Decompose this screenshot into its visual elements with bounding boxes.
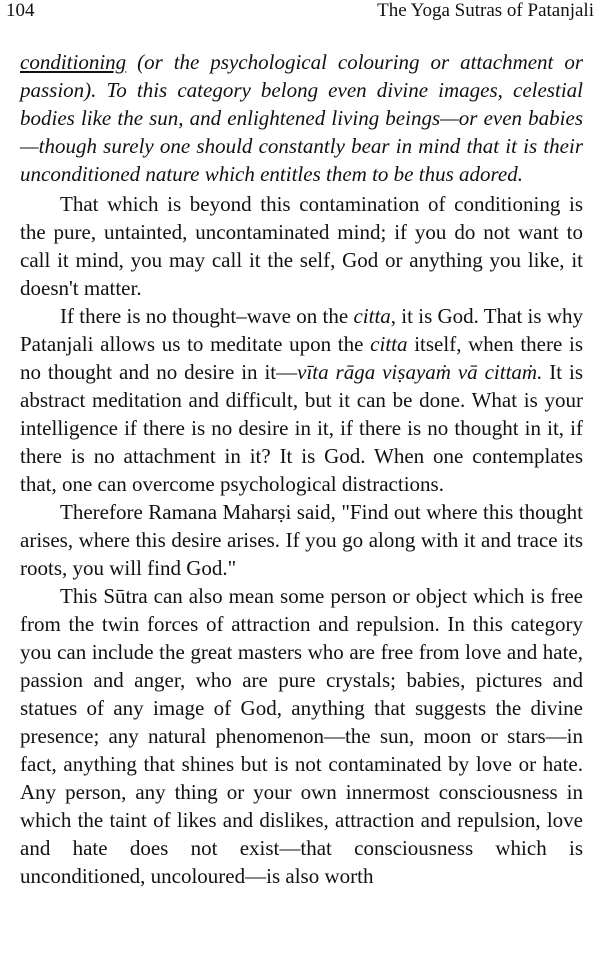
paragraph-text: , it is God. That is why Patanjali allows us to meditate upon the bbox=[20, 304, 583, 356]
paragraph-text: (or the psychological colouring or attachment or passion). To this category belong even divine images, celestial bodies like the sun, and enlightened living beings—or even babies—though surely one should constantly bear in mind that it is their unconditioned nature which entitles them to be thus adored. bbox=[20, 50, 583, 186]
term-citta: citta bbox=[353, 304, 391, 328]
paragraph-ramana: Therefore Ramana Maharṣi said, "Find out where this thought arises, where this desire arises. If you go along with it and trace its roots, you will find God." bbox=[20, 500, 583, 580]
paragraph-sutra: This Sūtra can also mean some person or object which is free from the twin forces of attraction and repulsion. In this category you can include the great masters who are free from love and hate, passion and anger, who are pure crystals; babies, pictures and statues of any image of God, anything that suggests the divine presence; any natural phenomenon—the sun, moon or stars—in fact, anything that shines but is not contaminated by love or hate. Any person, any thing or your own innermost consciousness in which the taint of likes and dislikes, attraction and repulsion, love and hate does not exist—that consciousness which is unconditioned, uncoloured—is also worth bbox=[20, 584, 583, 888]
running-title: The Yoga Sutras of Patanjali bbox=[377, 0, 594, 21]
page-number: 104 bbox=[6, 0, 35, 21]
paragraph-conditioning bbox=[20, 48, 583, 188]
paragraph-text: It is abstract meditation and difficult, but it can be done. What is your intelligence if there is no desire in it, if there is no thought in it, if there is no attachment in it? It is God. When one contemplates that, one can overcome psychological distractions. bbox=[20, 360, 583, 496]
page-header bbox=[6, 0, 594, 26]
paragraph-pure-mind: That which is beyond this contamination of conditioning is the pure, untainted, uncontaminated mind; if you do not want to call it mind, you may call it the self, God or anything you like, it doesn't matter. bbox=[20, 192, 583, 300]
term-citta: citta bbox=[370, 332, 408, 356]
underlined-term: conditioning bbox=[20, 50, 127, 74]
paragraph-citta bbox=[20, 302, 583, 498]
sanskrit-quote: vīta rāga viṣayaṁ vā cittaṁ. bbox=[297, 360, 543, 384]
paragraph-text: If there is no thought–wave on the bbox=[60, 304, 354, 328]
paragraph-text: itself, when there is no thought and no desire in it— bbox=[20, 332, 583, 384]
page-body bbox=[20, 48, 583, 890]
